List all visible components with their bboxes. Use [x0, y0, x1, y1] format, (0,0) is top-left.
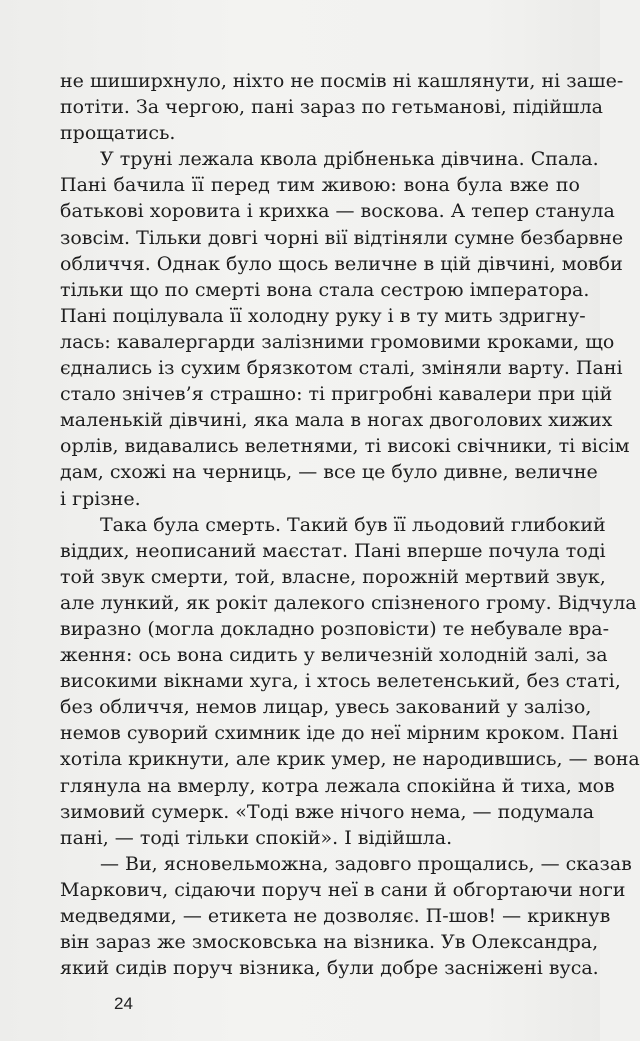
text-line: Пані поцілувала її холодну руку і в ту мить здригну-: [60, 304, 586, 327]
text-line: хотіла крикнути, але крик умер, не народившись, — вона: [60, 748, 640, 771]
text-line: медведями, — етикета не дозволяє. П-шов! — крикнув: [60, 905, 611, 927]
text-line: зовсім. Тільки довгі чорні вії відтіняли сумне безбарвне: [60, 226, 624, 249]
text-line: і грізне.: [60, 487, 141, 510]
text-line: той звук смерти, той, власне, порожній мертвий звук,: [60, 565, 606, 588]
text-line: батькові хоровита і крихка — воскова. А тепер станула: [60, 200, 615, 223]
body-text: [60, 68, 640, 981]
page-number: 24: [114, 994, 133, 1013]
text-line: — Ви, ясновельможна, задовго прощались, — сказав: [100, 852, 632, 875]
text-line: лась: кавалергарди залізними громовими кроками, що: [60, 330, 615, 353]
text-line: високими вікнами хуга, і хтось велетенський, без статі,: [60, 670, 621, 693]
text-line: виразно (могла докладно розповісти) те небувале вра-: [60, 617, 610, 640]
text-line: без обличчя, немов лицар, увесь закований у залізо,: [60, 696, 592, 719]
text-line: ження: ось вона сидить у величезній холодній залі, за: [60, 644, 608, 667]
text-line: Така була смерть. Такий був її льодовий глибокий: [100, 513, 606, 536]
text-line: віддих, неописаний маєстат. Пані вперше почула тоді: [60, 539, 606, 562]
text-line: немов суворий схимник іде до неї мірним кроком. Пані: [60, 722, 619, 745]
text-line: прощатись.: [60, 122, 176, 145]
text-line: він зараз же змосковська на візника. Ув Олександра,: [60, 931, 599, 954]
text-line: єднались із сухим брязкотом сталі, зміняли варту. Пані: [60, 357, 623, 380]
text-line: потіти. За чергою, пані зараз по гетьманові, підійшла: [60, 96, 603, 119]
text-line: зимовий сумерк. «Тоді вже нічого нема, — подумала: [60, 800, 595, 823]
text-line: який сидів поруч візника, були добре засніжені вуса.: [60, 957, 599, 980]
text-line: обличчя. Однак було щось величне в цій дівчині, мовби: [60, 252, 623, 275]
text-line: Пані бачила її перед тим живою: вона була вже по: [60, 174, 580, 197]
text-line: дам, схожі на черниць, — все це було дивне, величне: [60, 461, 598, 484]
text-line: не шиширхнуло, ніхто не посмів ні кашлянути, ні заше-: [60, 70, 624, 92]
text-line: глянула на вмерлу, котра лежала спокійна й тиха, мов: [60, 774, 615, 797]
text-line: маленькій дівчині, яка мала в ногах двоголових хижих: [60, 409, 613, 432]
text-line: Маркович, сідаючи поруч неї в сани й обгортаючи ноги: [60, 878, 626, 901]
text-line: пані, — тоді тільки спокій». І відійшла.: [60, 826, 453, 849]
text-line: але лункий, як рокіт далекого спізненого грому. Відчула: [60, 591, 637, 614]
text-line: стало знічев’я страшно: ті пригробні кавалери при цій: [60, 383, 613, 406]
text-line: У труні лежала квола дрібненька дівчина. Спала.: [100, 148, 599, 171]
text-line: тільки що по смерті вона стала сестрою імператора.: [60, 278, 590, 301]
text-line: орлів, видавались велетнями, ті високі свічники, ті вісім: [60, 435, 630, 458]
